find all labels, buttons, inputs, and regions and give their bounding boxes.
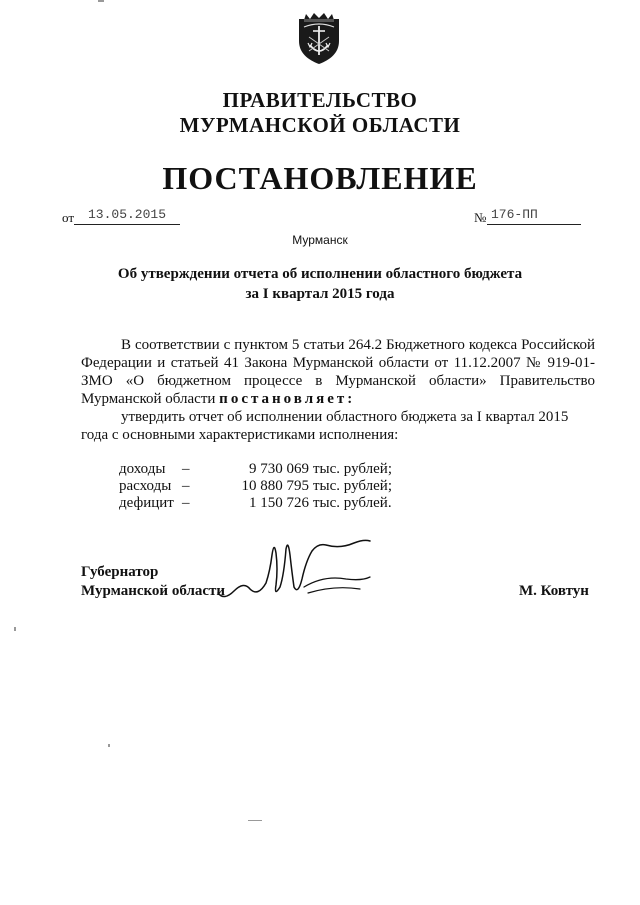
resolution-text: утвердить отчет об исполнении областного бюджета за I квартал 2015 года с основными характеристиками исполнения: [81, 409, 569, 443]
resolves-word: постановляет: [219, 391, 356, 407]
signatory-name: М. Ковтун [519, 583, 589, 599]
figure-value-deficit: 1 150 726 [249, 495, 309, 511]
figure-label-deficit: дефицит [119, 495, 174, 511]
figure-unit: тыс. рублей; [313, 478, 392, 494]
preamble-paragraph [81, 336, 595, 408]
signatory-position-line-1: Губернатор [81, 564, 159, 580]
handwritten-signature [214, 535, 374, 610]
subject-line-2: за I квартал 2015 года [245, 286, 395, 302]
figure-dash: – [182, 478, 190, 494]
figure-dash: – [182, 495, 190, 511]
organization-line-1: ПРАВИТЕЛЬСТВО [222, 88, 418, 112]
scan-speck [108, 744, 110, 747]
preamble-text: В соответствии с пунктом 5 статьи 264.2 Бюджетного кодекса Российской Федерации и статьей 41 Закона Мурманской области от 11.12.2007 № 919-01-ЗМО «О бюджетном процессе в Мурманской области» Правительство Мурманской области [81, 337, 595, 407]
document-date: 13.05.2015 [87, 207, 166, 222]
subject-line-1: Об утверждении отчета об исполнении областного бюджета [117, 266, 523, 282]
figure-dash: – [182, 461, 190, 477]
scan-speck [98, 0, 104, 2]
coat-of-arms-icon [296, 11, 342, 65]
figure-value-income: 9 730 069 [249, 461, 309, 477]
date-underline [74, 224, 180, 225]
signatory-position-line-2: Мурманской области [81, 583, 226, 599]
resolution-paragraph [81, 408, 595, 444]
number-prefix: № [474, 210, 487, 225]
figure-value-expenses: 10 880 795 [241, 478, 309, 494]
figure-label-expenses: расходы [119, 478, 172, 494]
scan-speck [14, 627, 16, 631]
organization-line-2: МУРМАНСКОЙ ОБЛАСТИ [179, 113, 461, 137]
figure-unit: тыс. рублей; [313, 461, 392, 477]
date-prefix: от [62, 210, 75, 225]
figure-label-income: доходы [119, 461, 166, 477]
number-underline [487, 224, 581, 225]
figure-unit: тыс. рублей. [313, 495, 392, 511]
document-number: 176-ПП [491, 207, 538, 222]
document-type: ПОСТАНОВЛЕНИЕ [162, 160, 478, 196]
scan-speck [248, 820, 262, 821]
city: Мурманск [292, 233, 348, 247]
